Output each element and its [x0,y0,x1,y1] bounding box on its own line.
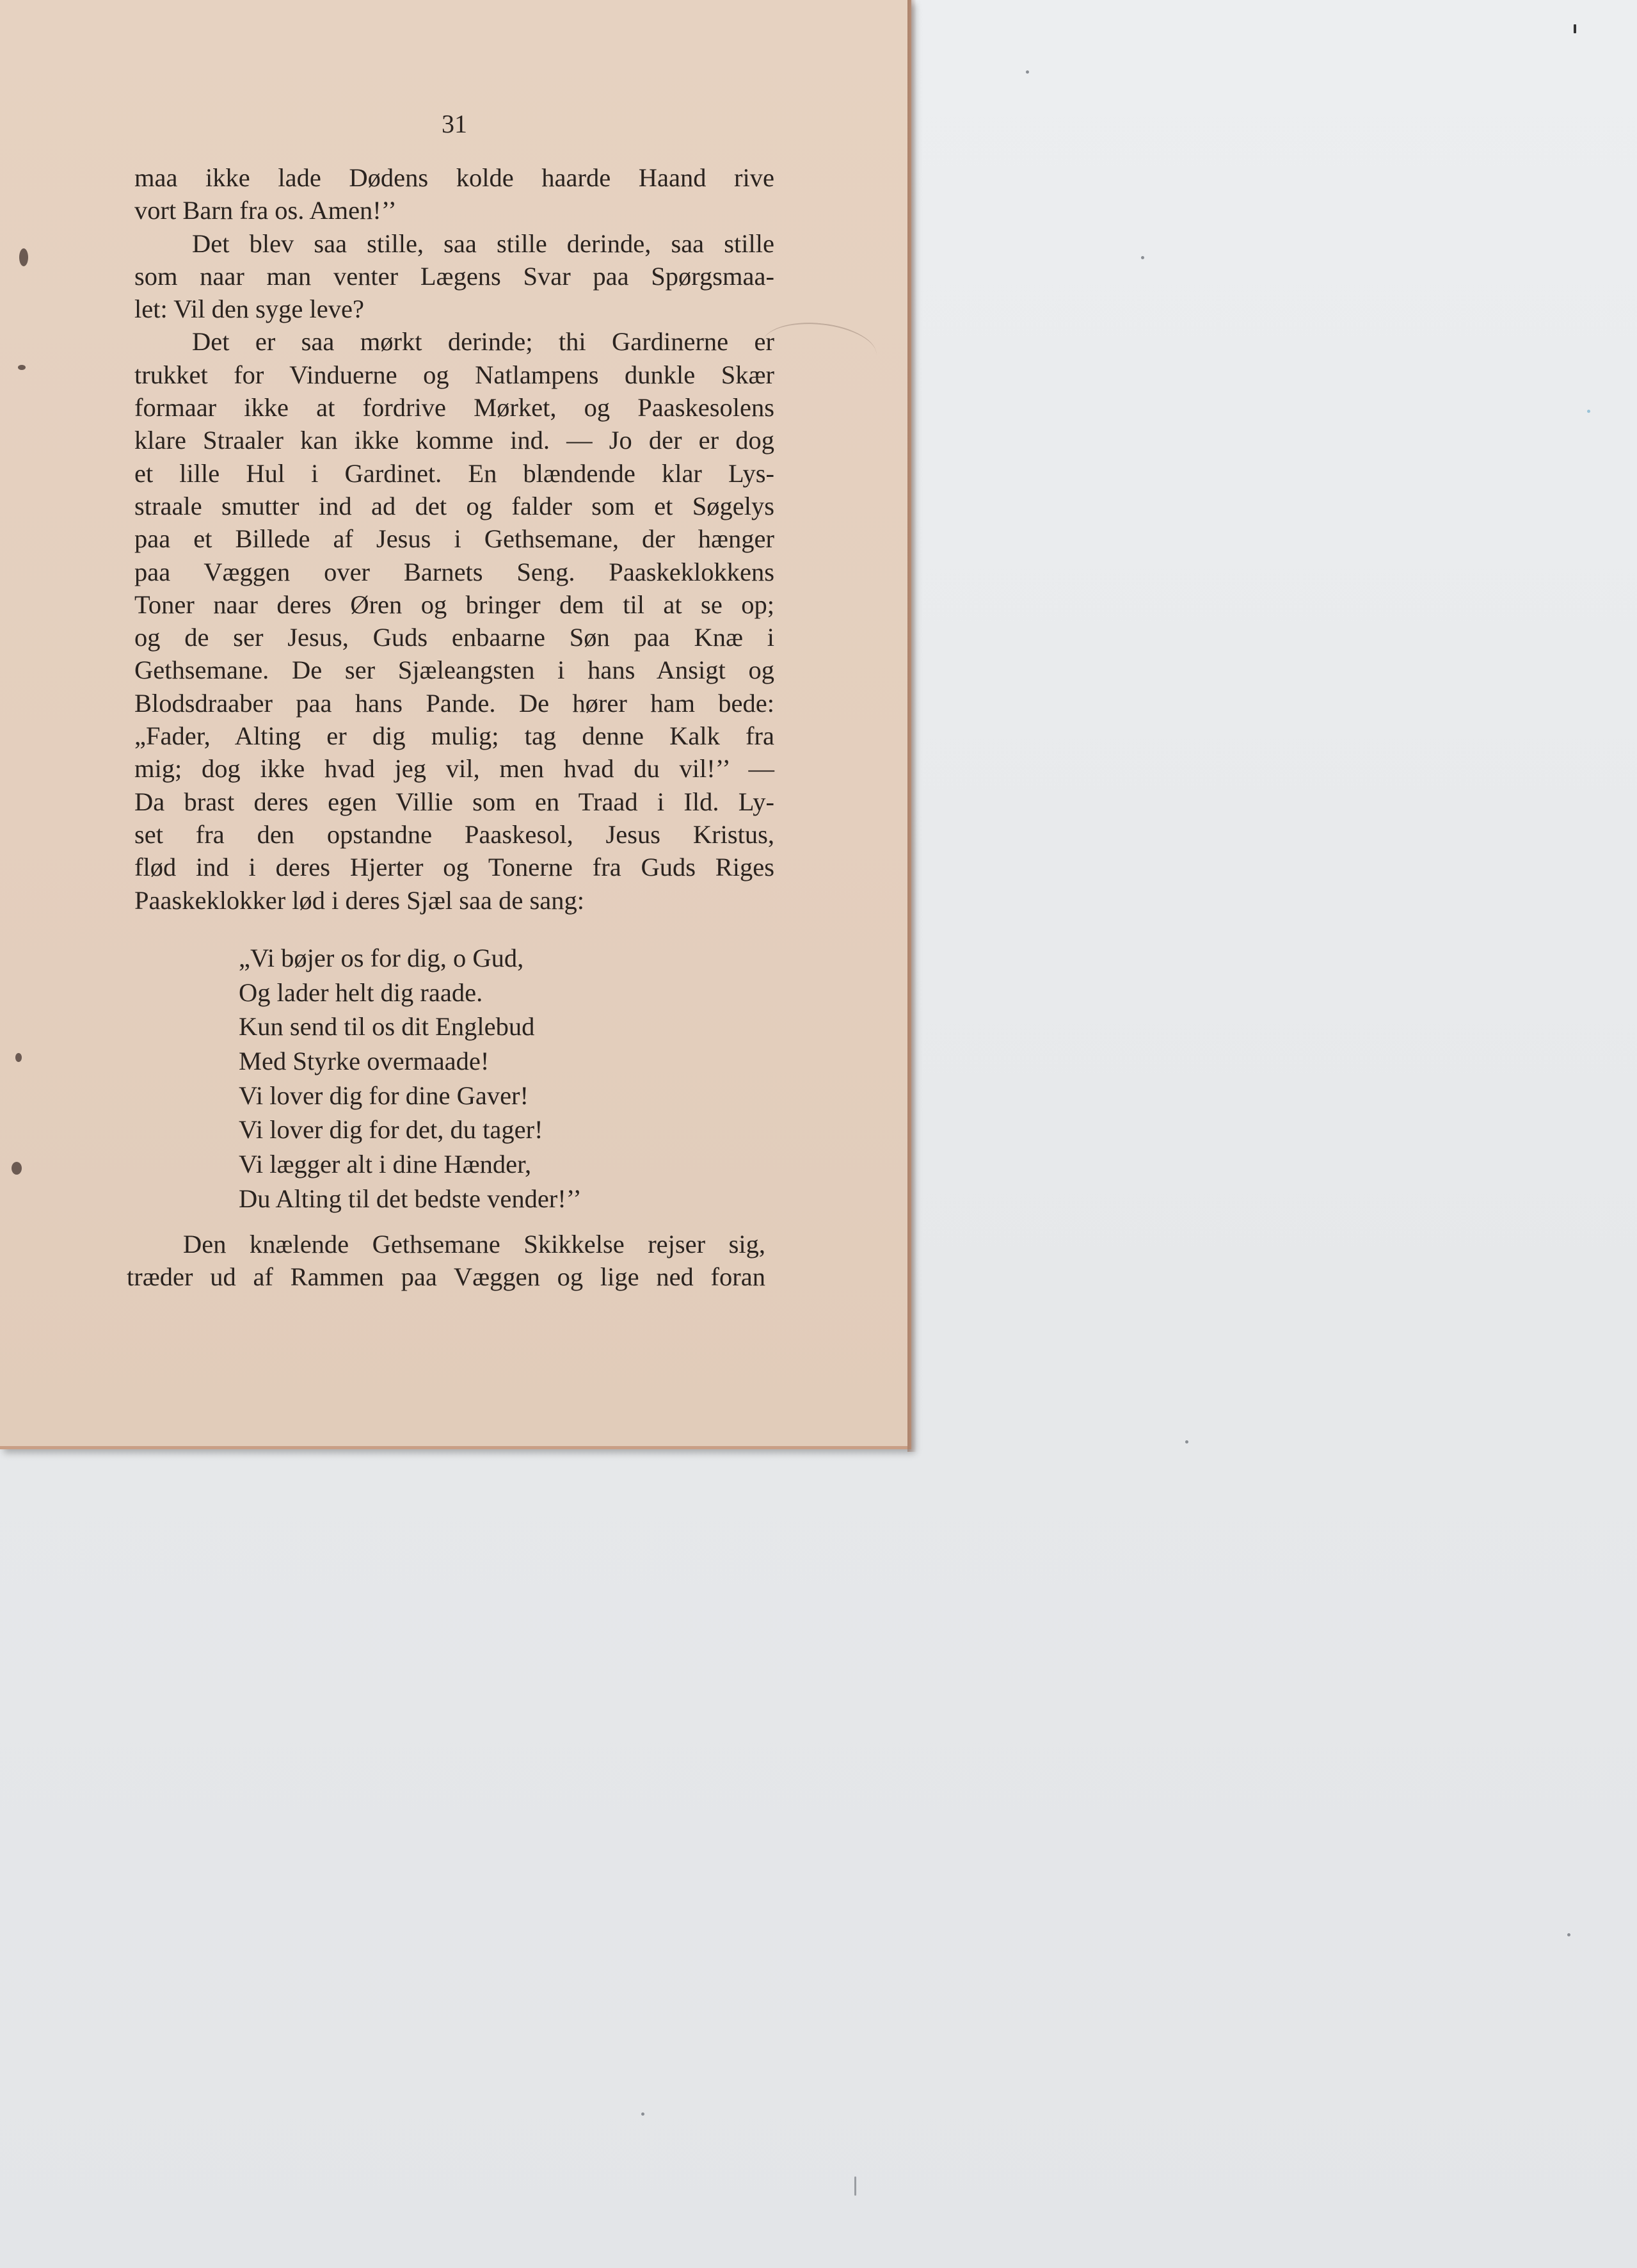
text-line: Blodsdraaber paa hans Pande. De hører ham bede: [134,688,774,718]
verse-line: Med Styrke overmaade! [239,1047,490,1076]
text-line: Da brast deres egen Villie som en Traad i Ild. Ly- [134,787,774,816]
body-text [134,161,774,917]
text-line: Gethsemane. De ser Sjæleangsten i hans Ansigt og [134,655,774,685]
verse-line: Vi lover dig for det, du tager! [239,1115,543,1145]
text-line: straale smutter ind ad det og falder som et Søgelys [134,491,774,520]
dust-speck [1574,24,1576,33]
body-text-continued [127,1228,765,1293]
text-line: set fra den opstandne Paaskesol, Jesus Kristus, [134,819,774,849]
text-line: paa Væggen over Barnets Seng. Paaskeklokkens [134,557,774,586]
dust-speck [641,2112,644,2116]
page-crease [759,318,879,382]
text-line: Det er saa mørkt derinde; thi Gardinerne er [192,327,774,357]
verse-line: Og lader helt dig raade. [239,977,483,1007]
text-line: Paaskeklokker lød i deres Sjæl saa de sang: [134,885,584,915]
page-edge-shadow [907,0,916,1452]
text-line: maa ikke lade Dødens kolde haarde Haand rive [134,163,774,192]
verse-line: Du Alting til det bedste vender!’’ [239,1184,582,1213]
page-blemish [19,248,28,266]
page-blemish [18,365,26,370]
text-line: trukket for Vinduerne og Natlampens dunkle Skær [134,360,774,389]
text-line: flød ind i deres Hjerter og Tonerne fra Guds Riges [134,853,774,882]
dust-speck [1026,70,1029,74]
text-line: et lille Hul i Gardinet. En blændende klar Lys- [134,458,774,488]
book-page [0,0,911,1449]
text-line: Det blev saa stille, saa stille derinde, saa stille [192,229,774,258]
dust-speck [1587,410,1590,413]
text-line: formaar ikke at fordrive Mørket, og Paaskesolens [134,393,774,422]
page-number: 31 [442,109,467,138]
text-line: Den knælende Gethsemane Skikkelse rejser sig, [183,1230,765,1259]
text-line: „Fader, Alting er dig mulig; tag denne Kalk fra [134,721,774,751]
text-line: klare Straaler kan ikke komme ind. — Jo der er dog [134,426,774,455]
dust-speck [1141,256,1144,259]
page-blemish [15,1053,22,1062]
verse-line: Vi lægger alt i dine Hænder, [239,1150,532,1179]
verse-line: Kun send til os dit Englebud [239,1012,535,1042]
dust-speck [1567,1933,1570,1936]
page-blemish [12,1162,22,1175]
text-line: paa et Billede af Jesus i Gethsemane, der hænger [134,524,774,554]
text-line: og de ser Jesus, Guds enbaarne Søn paa Knæ i [134,623,774,652]
text-line: let: Vil den syge leve? [134,294,364,324]
text-line: som naar man venter Lægens Svar paa Spørgsmaa- [134,261,774,291]
text-line: Toner naar deres Øren og bringer dem til at se op; [134,590,774,619]
text-line: træder ud af Rammen paa Væggen og lige ned foran [127,1262,765,1291]
hymn-verse [239,941,582,1216]
text-line: vort Barn fra os. Amen!’’ [134,196,397,225]
verse-line: „Vi bøjer os for dig, o Gud, [239,944,524,972]
dust-speck [854,2176,856,2196]
text-line: mig; dog ikke hvad jeg vil, men hvad du vil!’’ — [134,754,774,784]
verse-line: Vi lover dig for dine Gaver! [239,1081,529,1110]
dust-speck [1185,1440,1188,1444]
